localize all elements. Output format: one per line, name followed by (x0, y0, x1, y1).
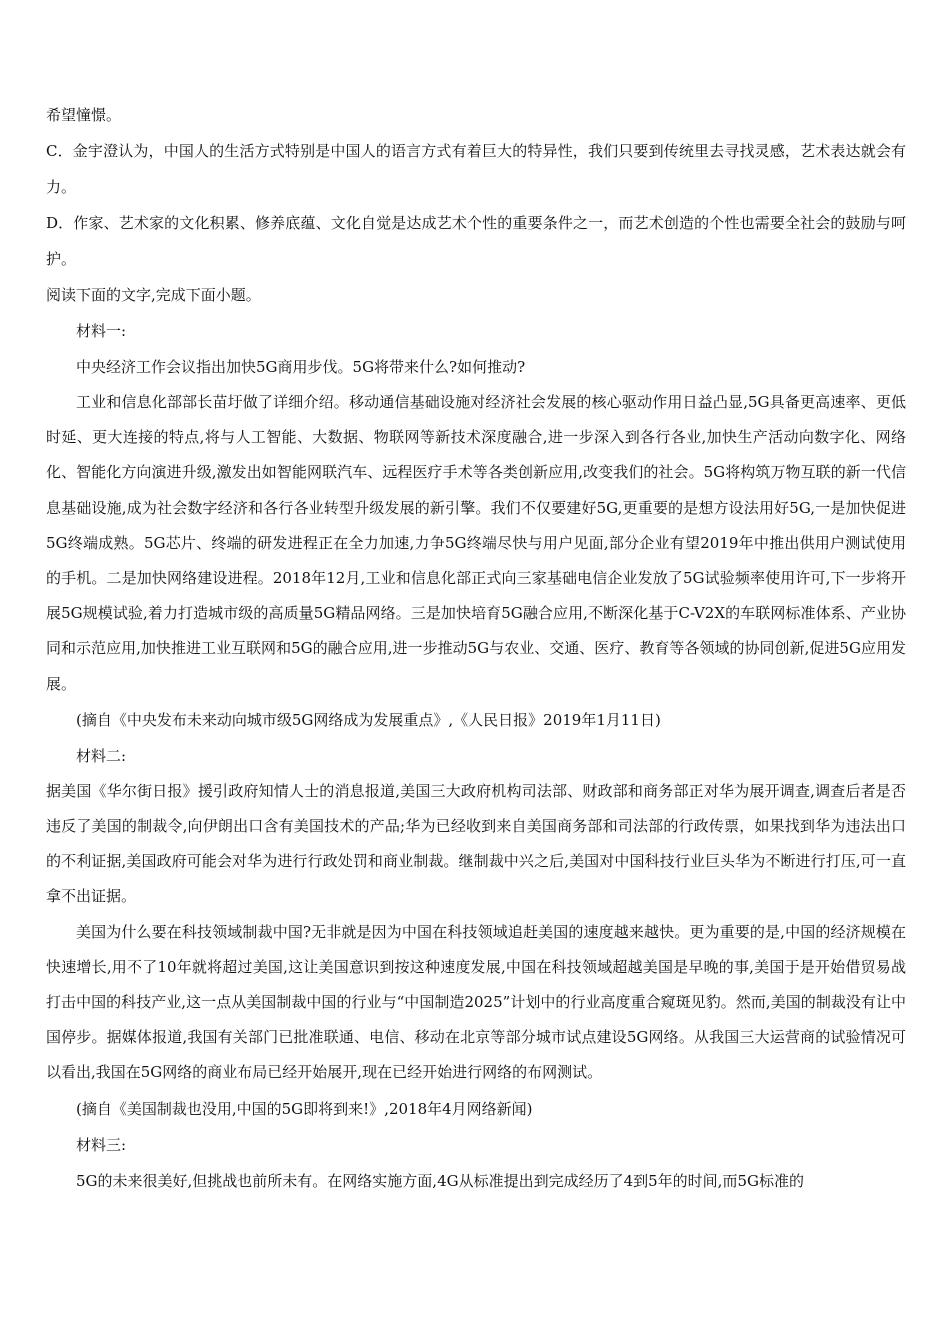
material-1-source: (摘自《中央发布未来动向城市级5G网络成为发展重点》,《人民日报》2019年1月11日) (76, 710, 661, 729)
option-b-continuation: 希望憧憬。 (46, 106, 122, 124)
material-2-paragraph-2: 美国为什么要在科技领域制裁中国?无非就是因为中国在科技领域追赶美国的速度越来越快。更为重要的是,中国的经济规模在快速增长,用不了10年就将超过美国,这让美国意识到按这种速度发展,中国在科技领域超越美国是早晚的事,美国于是开始借贸易战打击中国的科技产业,这一点从美国制裁中国的行业与“中国制造2025”计划中的行业高度重合窥斑见豹。然而,美国的制裁没有让中国停步。据媒体报道,我国有关部门已批准联通、电信、移动在北京等部分城市试点建设5G网络。从我国三大运营商的试验情况可以看出,我国在5G网络的商业布局已经开始展开,现在已经开始进行网络的布网测试。 (46, 922, 906, 1082)
material-2-source: (摘自《美国制裁也没用,中国的5G即将到来!》,2018年4月网络新闻) (76, 1099, 533, 1118)
option-c: C．金宇澄认为，中国人的生活方式特别是中国人的语言方式有着巨大的特异性，我们只要到传统里去寻找灵感，艺术表达就会有力。 (46, 142, 906, 196)
material-2-paragraph-1: 据美国《华尔街日报》援引政府知情人士的消息报道,美国三大政府机构司法部、财政部和商务部正对华为展开调查,调查后者是否违反了美国的制裁令,向伊朗出口含有美国技术的产品;华为已经收到来自美国商务部和司法部的行政传票，如果找到华为违法出口的不利证据,美国政府可能会对华为进行行政处罚和商业制裁。继制裁中兴之后,美国对中国科技行业巨头华为不断进行打压,可一直拿不出证据。 (46, 781, 906, 906)
material-1-body: 工业和信息化部部长苗圩做了详细介绍。移动通信基础设施对经济社会发展的核心驱动作用日益凸显,5G具备更高速率、更低时延、更大连接的特点,将与人工智能、大数据、物联网等新技术深度融合,进一步深入到各行各业,加快生产活动向数字化、网络化、智能化方向演进升级,激发出如智能网联汽车、远程医疗手术等各类创新应用,改变我们的社会。5G将构筑万物互联的新一代信息基础设施,成为社会数字经济和各行各业转型升级发展的新引擎。我们不仅要建好5G,更重要的是想方设法用好5G,一是加快促进5G终端成熟。5G芯片、终端的研发进程正在全力加速,力争5G终端尽快与用户见面,部分企业有望2019年中推出供用户测试使用的手机。二是加快网络建设进程。2018年12月,工业和信息化部正式向三家基础电信企业发放了5G试验频率使用许可,下一步将开展5G规模试验,着力打造城市级的高质量5G精品网络。三是加快培育5G融合应用,不断深化基于C-V2X的车联网标准体系、产业协同和示范应用,加快推进工业互联网和5G的融合应用,进一步推动5G与农业、交通、医疗、教育等各领域的协同创新,促进5G应用发展。 (46, 393, 906, 693)
reading-instruction: 阅读下面的文字,完成下面小题。 (46, 286, 261, 304)
material-1-lead: 中央经济工作会议指出加快5G商用步伐。5G将带来什么?如何推动? (76, 358, 526, 376)
option-d: D．作家、艺术家的文化积累、修养底蕴、文化自觉是达成艺术个性的重要条件之一，而艺术创造的个性也需要全社会的鼓励与呵护。 (46, 214, 906, 268)
material-2-label: 材料二: (76, 746, 127, 765)
material-3-label: 材料三: (76, 1135, 127, 1154)
material-1-label: 材料一: (76, 322, 127, 340)
material-3-paragraph-1: 5G的未来很美好,但挑战也前所未有。在网络实施方面,4G从标准提出到完成经历了4到5年的时间,而5G标准的 (76, 1171, 804, 1190)
